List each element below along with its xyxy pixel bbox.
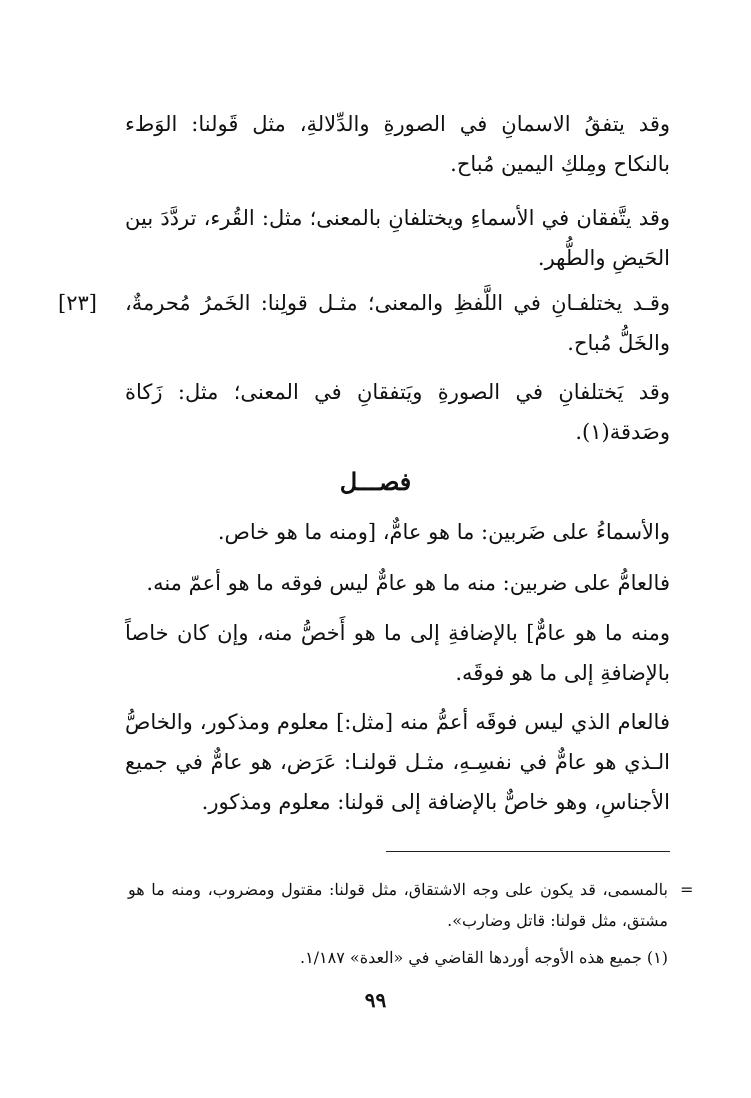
paragraph-6: فالعامُّ على ضربين: منه ما هو عامٌّ ليس فوقه ما هو أعمّ منه. (146, 571, 670, 595)
page-number: ٩٩ (364, 988, 387, 1012)
paragraph-3: وقـد يختلفـانِ في اللَّفظِ والمعنى؛ مثـل قولِنا: الخَمرُ مُحرمةٌ، والخَلُّ مُباح. (125, 291, 670, 355)
footnote-1: (١) جميع هذه الأوجه أوردها القاضي في «العدة» ١/١٨٧. (299, 948, 668, 967)
paragraph-2: وقد يتَّفقان في الأسماءِ ويختلفانِ بالمعنى؛ مثل: القُرء، تردَّدَ بين الحَيضِ والطُّهر. (125, 206, 670, 270)
section-heading: فصـــل (339, 467, 412, 496)
paragraph-4: وقد يَختلفانِ في الصورةِ ويَتفقانِ في المعنى؛ مثل: زَكاة وصَدقة(١). (125, 380, 670, 444)
paragraph-5: والأسماءُ على ضَربين: ما هو عامٌّ، [ومنه ما هو خاص. (217, 520, 670, 544)
footnote-continuation: بالمسمى، قد يكون على وجه الاشتقاق، مثل قولنا: مقتول ومضروب، ومنه ما هو مشتق، مثل قولنا: قاتل وضارب». (128, 880, 668, 930)
paragraph-7: ومنه ما هو عامٌّ] بالإضافةِ إلى ما هو أَخصُّ منه، وإن كان خاصاً بالإضافةِ إلى ما هو فوقَه. (125, 621, 670, 685)
footnote-continuation-mark: = (680, 880, 694, 899)
footnote-separator (386, 851, 670, 852)
margin-page-marker: [٢٣] (58, 291, 97, 315)
paragraph-1: وقد يتفقُ الاسمانِ في الصورةِ والدِّلالةِ، مثل قَولنا: الوَطء بالنكاح ومِلكِ اليمين مُباح. (125, 112, 670, 176)
paragraph-8: فالعام الذي ليس فوقَه أعمُّ منه [مثل:] معلوم ومذكور، والخاصُّ الـذي هو عامٌّ في نفسِـهِ، مثـل قولنـا: عَرَض، هو عامٌّ في جميع الأجناسِ، وهو خاصٌّ بالإضافة إلى قولنا: معلوم ومذكور. (125, 710, 670, 814)
